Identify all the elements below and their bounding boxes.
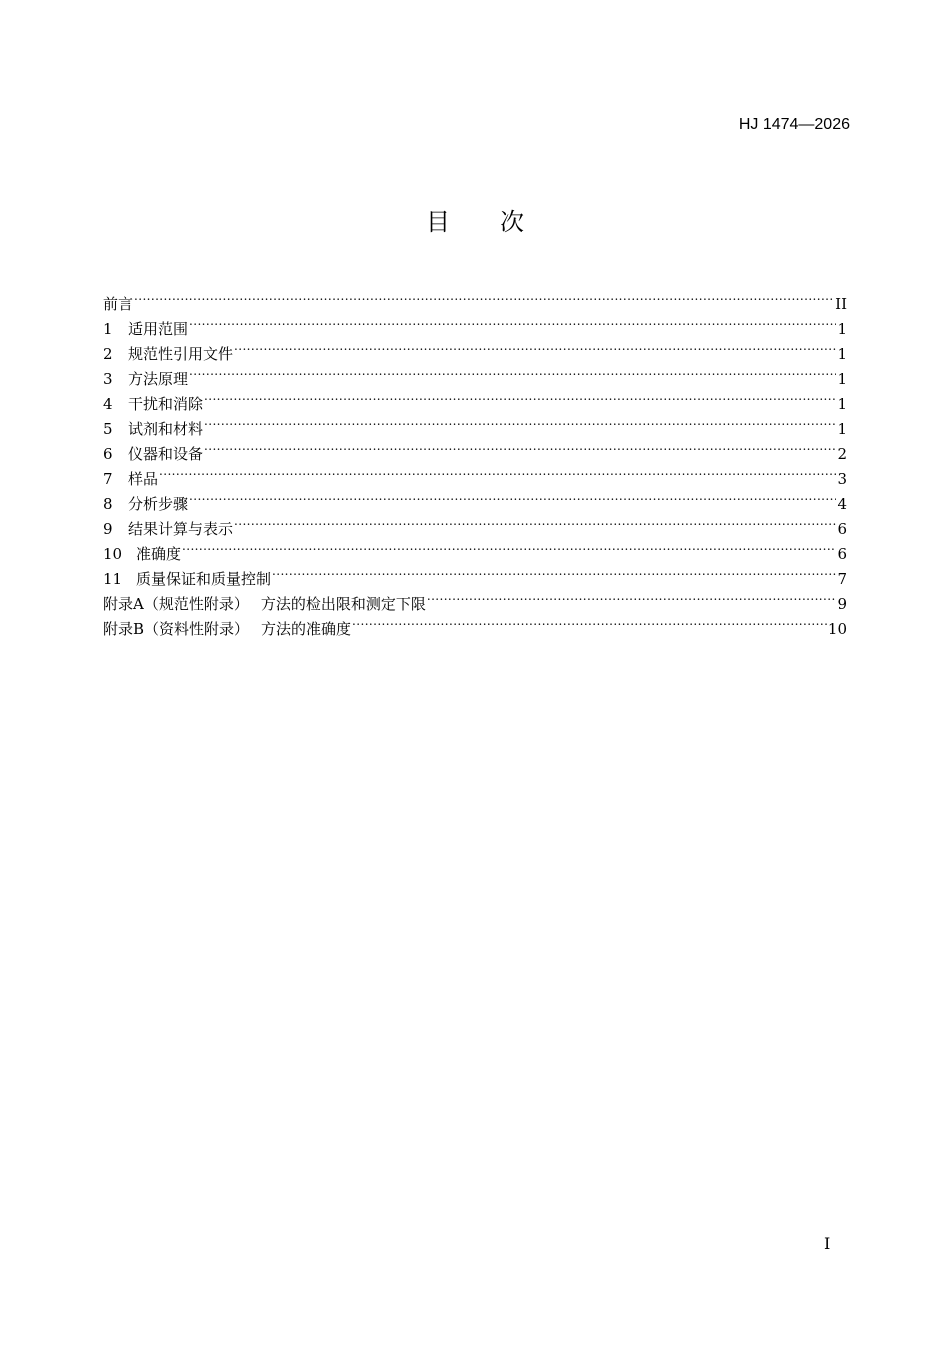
- toc-entry-7[interactable]: [103, 459, 847, 488]
- toc-leader-dots: [204, 384, 836, 409]
- toc-entry-11[interactable]: [103, 559, 847, 588]
- toc-entry-number: 8: [103, 495, 113, 513]
- toc-entry-page: 10: [827, 620, 847, 638]
- toc-entry-page: 3: [837, 470, 847, 488]
- toc-entry-page: 1: [837, 320, 847, 338]
- toc-entry-appendix-title: 方法的检出限和测定下限: [260, 595, 426, 613]
- toc-entry-page: 6: [837, 545, 847, 563]
- toc-entry-number: 7: [103, 470, 113, 488]
- toc-entry-9[interactable]: [103, 509, 847, 538]
- toc-entry-page: 1: [837, 370, 847, 388]
- page-number: I: [824, 1234, 831, 1253]
- toc-list: [103, 284, 847, 638]
- toc-entry-text: 适用范围: [128, 320, 189, 338]
- toc-leader-dots: [234, 334, 836, 359]
- standard-code: HJ 1474—2026: [738, 116, 850, 133]
- toc-entry-text: 结果计算与表示: [128, 520, 234, 538]
- toc-entry-page: 4: [837, 495, 847, 513]
- toc-entry-number: 9: [103, 520, 113, 538]
- toc-entry-10[interactable]: [103, 534, 847, 563]
- toc-entry-number: 11: [103, 570, 123, 588]
- toc-entry-text: 样品: [128, 470, 159, 488]
- toc-entry-page: 1: [837, 420, 847, 438]
- toc-leader-dots: [352, 609, 827, 634]
- toc-entry-8[interactable]: [103, 484, 847, 513]
- toc-entry-page: II: [835, 295, 847, 313]
- toc-entry-number: 2: [103, 345, 113, 363]
- toc-leader-dots: [189, 359, 836, 384]
- toc-entry-6[interactable]: [103, 434, 847, 463]
- toc-entry-appendix-title: 方法的准确度: [261, 620, 352, 638]
- toc-entry-number: 5: [103, 420, 113, 438]
- toc-entry-number: 6: [103, 445, 113, 463]
- toc-entry-page: 6: [837, 520, 847, 538]
- toc-title-first: 目: [426, 208, 450, 236]
- toc-entry-2[interactable]: [103, 334, 847, 363]
- toc-leader-dots: [234, 509, 836, 534]
- toc-entry-1[interactable]: [103, 309, 847, 338]
- toc-entry-number: 3: [103, 370, 113, 388]
- toc-entry-page: 9: [837, 595, 847, 613]
- toc-entry-text: 方法原理: [128, 370, 189, 388]
- toc-leader-dots: [182, 534, 836, 559]
- toc-entry-appendix-label: 附录B（资料性附录）: [103, 620, 250, 638]
- toc-entry-number: 10: [103, 545, 123, 563]
- toc-entry-text: 规范性引用文件: [128, 345, 234, 363]
- toc-leader-dots: [159, 459, 836, 484]
- toc-title-second: 次: [500, 208, 524, 236]
- toc-entry-text: 试剂和材料: [128, 420, 204, 438]
- toc-entry-text: 仪器和设备: [128, 445, 204, 463]
- toc-leader-dots: [204, 409, 836, 434]
- toc-entry-page: 1: [837, 395, 847, 413]
- toc-leader-dots: [272, 559, 836, 584]
- toc-entry-text: 干扰和消除: [128, 395, 204, 413]
- toc-leader-dots: [134, 284, 834, 309]
- toc-entry-page: 1: [837, 345, 847, 363]
- toc-entry-number: 1: [103, 320, 113, 338]
- toc-entry-foreword[interactable]: [103, 284, 847, 313]
- toc-title: [0, 206, 950, 238]
- toc-entry-text: 分析步骤: [128, 495, 189, 513]
- toc-leader-dots: [189, 484, 836, 509]
- toc-leader-dots: [204, 434, 836, 459]
- toc-leader-dots: [189, 309, 836, 334]
- toc-entry-text: 准确度: [136, 545, 182, 563]
- toc-entry-4[interactable]: [103, 384, 847, 413]
- toc-entry-number: 4: [103, 395, 113, 413]
- toc-entry-5[interactable]: [103, 409, 847, 438]
- toc-entry-text: 前言: [103, 295, 134, 313]
- toc-entry-page: 7: [837, 570, 847, 588]
- toc-entry-appendix-label: 附录A（规范性附录）: [103, 595, 249, 613]
- toc-entry-text: 质量保证和质量控制: [136, 570, 272, 588]
- toc-leader-dots: [427, 584, 837, 609]
- toc-entry-3[interactable]: [103, 359, 847, 388]
- toc-entry-page: 2: [837, 445, 847, 463]
- toc-entry-text: [249, 617, 351, 642]
